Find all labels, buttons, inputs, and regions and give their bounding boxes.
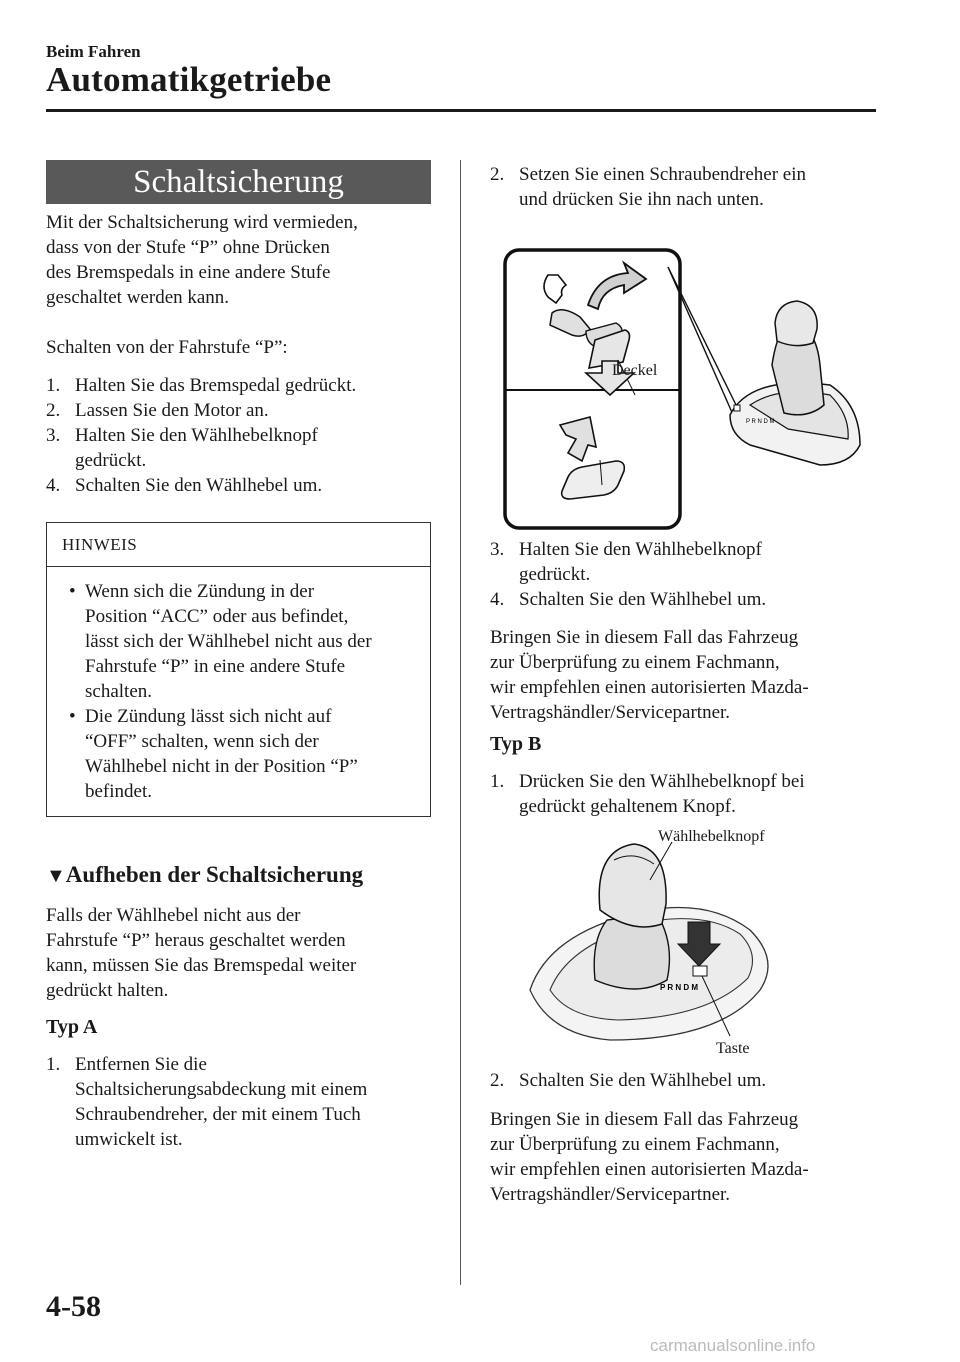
header-rule	[46, 109, 876, 112]
svg-text:P R N D M: P R N D M	[746, 419, 775, 425]
step-2	[490, 162, 890, 212]
subheading: ▼Aufheben der Schaltsicherung	[46, 862, 364, 887]
type-a-heading: Typ A	[46, 1016, 98, 1038]
figure-shift-lever-button	[510, 840, 790, 1050]
steps-3-4	[490, 537, 890, 612]
figure-label-knob: Wählhebelknopf	[658, 828, 765, 845]
intro-line: geschaltet werden kann.	[46, 287, 230, 308]
list-item: 1. Halten Sie das Bremspedal gedrückt.	[46, 375, 357, 396]
type-b-step-2	[490, 1068, 890, 1093]
watermark: carmanualsonline.info	[650, 1336, 816, 1355]
intro-line: Mit der Schaltsicherung wird vermieden,	[46, 212, 358, 233]
intro-paragraph	[46, 210, 436, 310]
chapter-label: Beim Fahren	[46, 42, 141, 61]
intro-line: des Bremspedals in eine andere Stufe	[46, 262, 331, 283]
section-title: Automatikgetriebe	[46, 60, 332, 99]
release-paragraph: Falls der Wählhebel nicht aus der Fahrstufe “P” heraus geschaltet werden kann, müssen Sie das Bremspedal weiter gedrückt halten.	[46, 905, 357, 1001]
list-item: 3. Halten Sie den Wählhebelknopf gedrückt.	[46, 425, 318, 471]
list-item: 2. Schalten Sie den Wählhebel um.	[490, 1070, 767, 1091]
triangle-down-icon: ▼	[46, 865, 66, 887]
intro-line: dass von der Stufe “P” ohne Drücken	[46, 237, 330, 258]
list-item: 4. Schalten Sie den Wählhebel um.	[490, 589, 767, 610]
list-item: 3. Halten Sie den Wählhebelknopf gedrückt.	[490, 539, 762, 585]
figure-screwdriver-cover	[500, 245, 880, 535]
advice-paragraph-a: Bringen Sie in diesem Fall das Fahrzeug zur Überprüfung zu einem Fachmann, wir empfehlen einen autorisierten Mazda- Vertragshändler/Servicepartner.	[490, 627, 809, 723]
type-b-step-1	[490, 769, 890, 819]
column-divider	[460, 160, 461, 1285]
note-body	[63, 579, 423, 804]
list-item: 2. Lassen Sie den Motor an.	[46, 400, 269, 421]
note-title: HINWEIS	[47, 523, 430, 567]
svg-text:P R N D M: P R N D M	[660, 983, 699, 992]
shift-steps	[46, 373, 436, 498]
note-bullet: • Wenn sich die Zündung in der Position “ACC” oder aus befindet, lässt sich der Wählhebel nicht aus der Fahrstufe “P” in eine andere Stufe schalten.	[69, 581, 372, 702]
list-item: 4. Schalten Sie den Wählhebel um.	[46, 475, 323, 496]
figure-label-deckel: Deckel	[612, 362, 658, 379]
type-a-steps	[46, 1052, 446, 1152]
type-b-heading: Typ B	[490, 733, 542, 755]
figure-label-taste: Taste	[716, 1040, 750, 1057]
advice-paragraph-b: Bringen Sie in diesem Fall das Fahrzeug zur Überprüfung zu einem Fachmann, wir empfehlen einen autorisierten Mazda- Vertragshändler/Servicepartner.	[490, 1109, 809, 1205]
section-banner: Schaltsicherung	[46, 160, 431, 204]
note-bullet: • Die Zündung lässt sich nicht auf “OFF” schalten, wenn sich der Wählhebel nicht in der Position “P” befindet.	[69, 706, 358, 802]
list-item: 2. Setzen Sie einen Schraubendreher ein und drücken Sie ihn nach unten.	[490, 164, 806, 210]
list-item: 1. Entfernen Sie die Schaltsicherungsabdeckung mit einem Schraubendreher, der mit einem Tuch umwickelt ist.	[46, 1054, 368, 1150]
note-box	[46, 522, 431, 817]
list-item: 1. Drücken Sie den Wählhebelknopf bei gedrückt gehaltenem Knopf.	[490, 771, 805, 817]
shifting-heading: Schalten von der Fahrstufe “P”:	[46, 337, 288, 358]
page-number: 4-58	[46, 1290, 101, 1323]
